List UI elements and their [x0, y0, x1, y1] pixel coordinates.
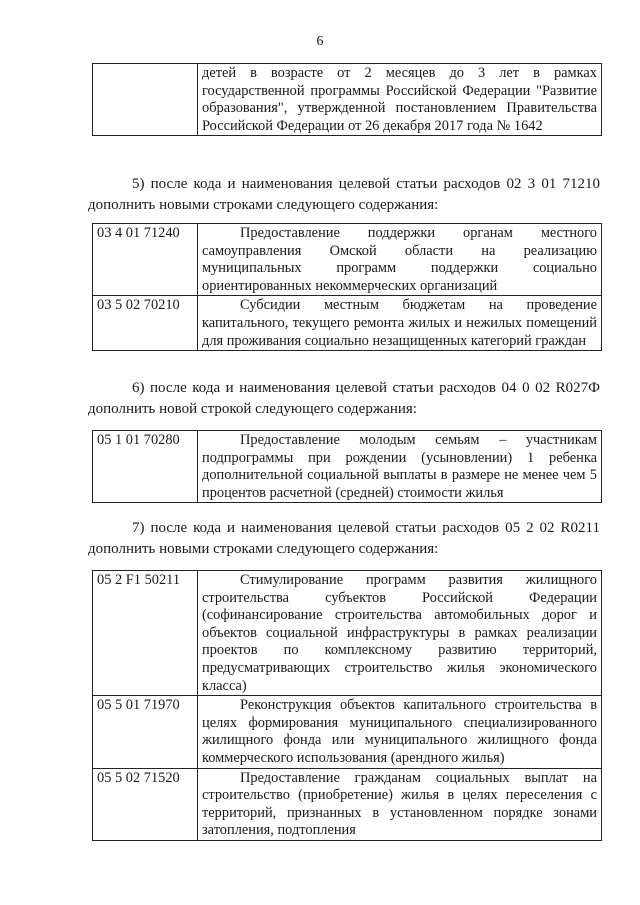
- table-item-7: [92, 570, 602, 841]
- amendment-item-7: [88, 518, 600, 560]
- code-cell: 03 5 02 70210: [93, 296, 198, 351]
- amendment-item-6: [88, 378, 600, 420]
- amendment-text: 6) после кода и наименования целевой статьи расходов 04 0 02 R027Ф дополнить новой строкой следующего содержания:: [88, 380, 600, 417]
- code-cell: 03 4 01 71240: [93, 224, 198, 296]
- code-cell: 05 5 01 71970: [93, 696, 198, 768]
- table-row: [93, 224, 602, 296]
- table-row: [93, 768, 602, 840]
- amendment-item-5: [88, 174, 600, 216]
- description-cell: Субсидии местным бюджетам на проведение капитального, текущего ремонта жилых и нежилых помещений для проживания социально незащищенных категорий граждан: [198, 296, 602, 351]
- table-row: [93, 696, 602, 768]
- description-cell: Предоставление молодым семьям – участникам подпрограммы при рождении (усыновлении) 1 ребенка дополнительной социальной выплаты в размере не менее чем 5 процентов расчетной (средней) стоимости жилья: [198, 431, 602, 503]
- table-row: [93, 571, 602, 696]
- table-row: [93, 296, 602, 351]
- description-cell: Предоставление поддержки органам местного самоуправления Омской области на реализацию муниципальных программ поддержки социально ориентированных некоммерческих организаций: [198, 224, 602, 296]
- amendment-text: 7) после кода и наименования целевой статьи расходов 05 2 02 R0211 дополнить новыми строками следующего содержания:: [88, 520, 600, 557]
- description-cell: Реконструкция объектов капитального строительства в целях формирования муниципального специализированного жилищного фонда или муниципального жилищного фонда коммерческого использования (арендного жилья): [198, 696, 602, 768]
- code-cell: [93, 64, 198, 136]
- table-row: [93, 431, 602, 503]
- description-cell: Предоставление гражданам социальных выплат на строительство (приобретение) жилья в целях переселения с территорий, признанных в установленном порядке зонами затопления, подтопления: [198, 768, 602, 840]
- table-item-6: [92, 430, 602, 503]
- table-continued: [92, 63, 602, 136]
- code-cell: 05 5 02 71520: [93, 768, 198, 840]
- table-row: [93, 64, 602, 136]
- description-cell: Стимулирование программ развития жилищного строительства субъектов Российской Федерации (софинансирование строительства автомобильных дорог и объектов социальной инфраструктуры в рамках реализации проектов по комплексному развитию территорий, предусматривающих строительство жилья экономического класса): [198, 571, 602, 696]
- code-cell: 05 2 F1 50211: [93, 571, 198, 696]
- code-cell: 05 1 01 70280: [93, 431, 198, 503]
- table-item-5: [92, 223, 602, 351]
- description-cell: детей в возрасте от 2 месяцев до 3 лет в рамках государственной программы Российской Федерации "Развитие образования", утвержденной постановлением Правительства Российской Федерации от 26 декабря 2017 года № 1642: [198, 64, 602, 136]
- page-number: 6: [316, 34, 324, 49]
- amendment-text: 5) после кода и наименования целевой статьи расходов 02 3 01 71210 дополнить новыми строками следующего содержания:: [88, 176, 600, 213]
